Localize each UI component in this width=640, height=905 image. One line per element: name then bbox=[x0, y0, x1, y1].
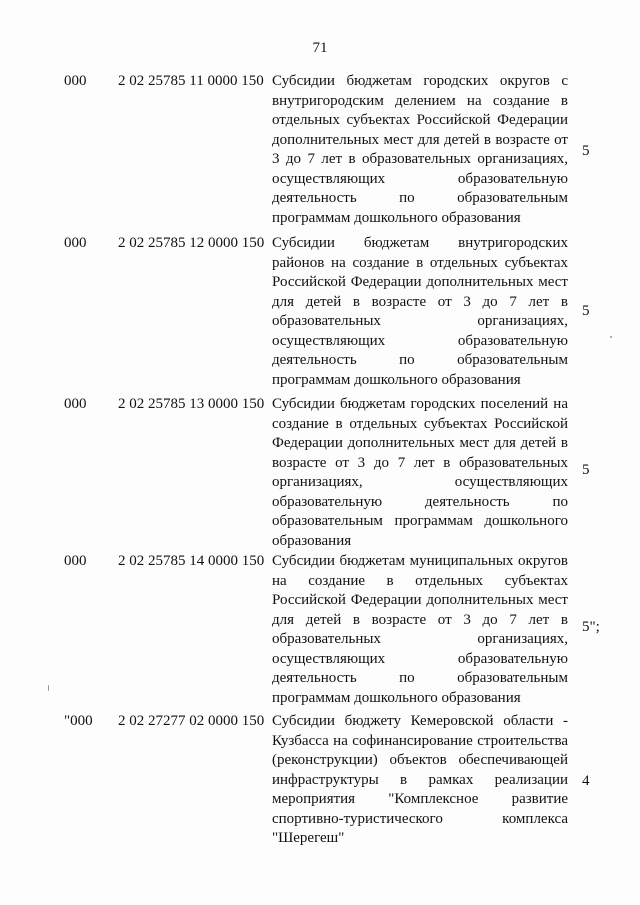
description-line: Федерации дополнительных мест для детей в bbox=[272, 435, 568, 451]
description-line: для детей в возрасте от 3 до 7 лет в bbox=[272, 293, 568, 310]
description-line: на создание в отдельных субъектах bbox=[272, 572, 568, 589]
description-line: образовательных организациях, bbox=[272, 313, 568, 329]
description-line: организациях, осуществляющих bbox=[272, 474, 568, 490]
description-line: спортивно-туристического комплекса bbox=[272, 810, 568, 827]
description-line: Субсидии бюджетам внутригородских bbox=[272, 235, 568, 251]
description-line: отдельных субъектах Российской Федерации bbox=[272, 112, 568, 128]
budget-classification-code: 2 02 25785 11 0000 150 bbox=[118, 73, 264, 89]
description-line: Субсидии бюджетам городских округов с bbox=[272, 73, 568, 89]
description-line: программам дошкольного образования bbox=[272, 371, 521, 388]
description-line: инфраструктуры в рамках реализации bbox=[272, 771, 568, 788]
description-line: образовательную деятельность по bbox=[272, 493, 568, 510]
budget-classification-code: 2 02 25785 12 0000 150 bbox=[118, 235, 265, 251]
scan-speck bbox=[48, 685, 49, 691]
income-description bbox=[272, 72, 568, 228]
description-line: образовательным программам дошкольного bbox=[272, 513, 568, 529]
amount: 5 bbox=[582, 462, 590, 478]
description-line: для детей в возрасте от 3 до 7 лет в bbox=[272, 611, 568, 628]
description-line: осуществляющих образовательную bbox=[272, 170, 568, 187]
income-description bbox=[272, 395, 568, 551]
description-line: Российской Федерации дополнительных мест bbox=[272, 274, 568, 290]
description-line: районов на создание в отдельных субъектах bbox=[272, 254, 568, 271]
description-line: программам дошкольного образования bbox=[272, 689, 521, 706]
admin-code: 000 bbox=[64, 553, 87, 569]
description-line: Субсидии бюджетам муниципальных округов bbox=[272, 553, 568, 569]
description-line: Субсидии бюджету Кемеровской области - bbox=[272, 713, 568, 729]
description-line: программам дошкольного образования bbox=[272, 209, 521, 226]
description-line: дополнительных мест для детей в возрасте от bbox=[272, 131, 568, 148]
description-line: осуществляющих образовательную bbox=[272, 332, 568, 349]
amount: 5 bbox=[582, 143, 590, 159]
description-line: мероприятия "Комплексное развитие bbox=[272, 791, 568, 807]
amount: 5"; bbox=[582, 619, 600, 635]
description-line: Российской Федерации дополнительных мест bbox=[272, 592, 568, 608]
amount: 5 bbox=[582, 303, 590, 319]
admin-code: "000 bbox=[64, 713, 93, 729]
amount: 4 bbox=[582, 773, 590, 789]
description-line: образовательных организациях, bbox=[272, 631, 568, 647]
description-line: возрасте от 3 до 7 лет в образовательных bbox=[272, 454, 568, 471]
description-line: "Шерегеш" bbox=[272, 830, 345, 846]
description-line: (реконструкции) объектов обеспечивающей bbox=[272, 752, 568, 768]
admin-code: 000 bbox=[64, 396, 87, 412]
income-description bbox=[272, 234, 568, 390]
description-line: Кузбасса на софинансирование строительства bbox=[272, 732, 568, 749]
admin-code: 000 bbox=[64, 235, 87, 251]
description-line: деятельность по образовательным bbox=[272, 670, 568, 686]
income-description bbox=[272, 552, 568, 708]
admin-code: 000 bbox=[64, 73, 87, 89]
page-number: 71 bbox=[312, 40, 328, 56]
description-line: деятельность по образовательным bbox=[272, 352, 568, 368]
description-line: внутригородским делением на создание в bbox=[272, 92, 568, 109]
budget-classification-code: 2 02 27277 02 0000 150 bbox=[118, 713, 265, 729]
description-line: 3 до 7 лет в образовательных организациях, bbox=[272, 151, 568, 167]
description-line: Субсидии бюджетам городских поселений на bbox=[272, 396, 568, 412]
income-description bbox=[272, 712, 568, 849]
description-line: создание в отдельных субъектах Российской bbox=[272, 415, 568, 432]
description-line: деятельность по образовательным bbox=[272, 190, 568, 206]
description-line: образования bbox=[272, 532, 352, 549]
description-line: осуществляющих образовательную bbox=[272, 650, 568, 667]
scan-speck bbox=[610, 336, 612, 338]
budget-classification-code: 2 02 25785 14 0000 150 bbox=[118, 553, 265, 569]
budget-classification-code: 2 02 25785 13 0000 150 bbox=[118, 396, 265, 412]
